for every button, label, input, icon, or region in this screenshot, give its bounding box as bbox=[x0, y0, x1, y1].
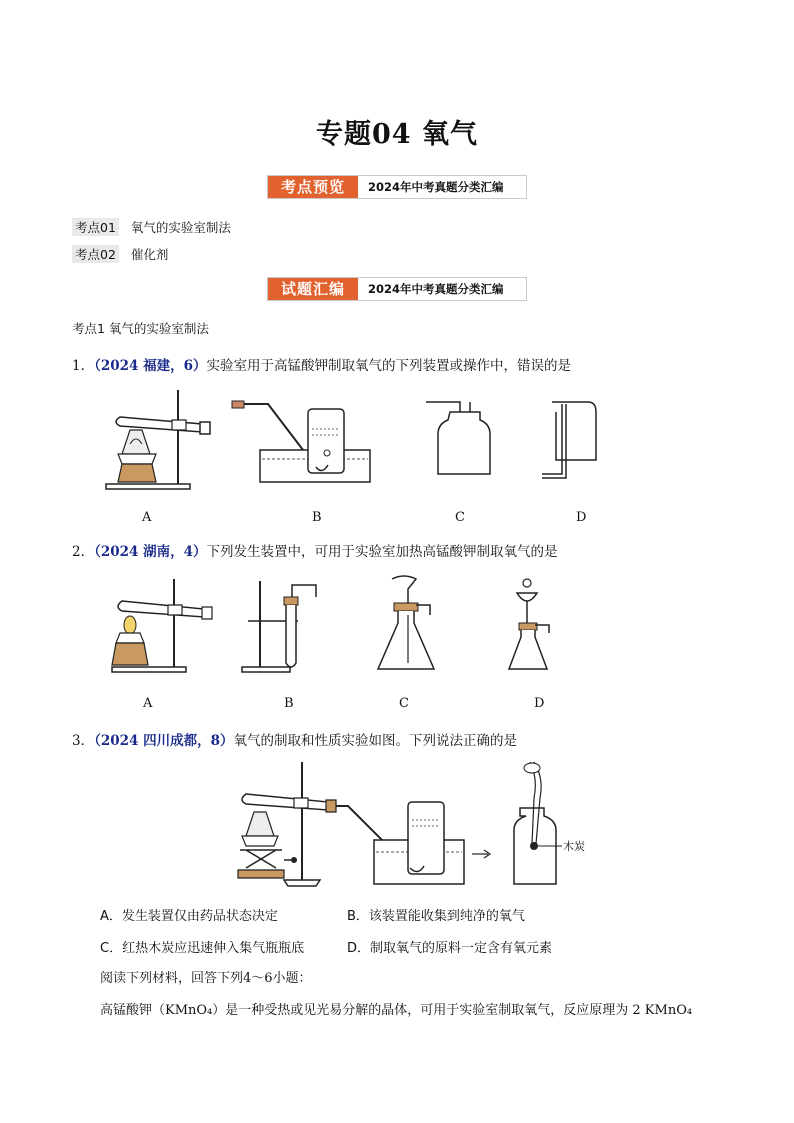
q2-apparatus-d bbox=[505, 575, 565, 675]
question-number: 2． bbox=[72, 544, 95, 560]
q1-apparatus-d bbox=[540, 398, 600, 480]
banner-preview-sub: 2024年中考真题分类汇编 bbox=[368, 180, 504, 194]
point-text: 催化剂 bbox=[130, 247, 169, 262]
section-heading: 考点1 氧气的实验室制法 bbox=[72, 321, 209, 336]
banner-preview bbox=[267, 175, 527, 199]
question-number: 3． bbox=[72, 733, 95, 749]
reading-intro: 阅读下列材料，回答下列4～6小题： bbox=[100, 971, 312, 986]
question-number: 1． bbox=[72, 358, 95, 374]
banner-preview-label: 考点预览 bbox=[268, 176, 358, 198]
point-code: 考点01 bbox=[72, 218, 119, 236]
q3-option-c[interactable]: C．红热木炭应迅速伸入集气瓶瓶底 bbox=[100, 941, 305, 956]
q1-label-a: A bbox=[142, 510, 152, 525]
q1-apparatus-a bbox=[100, 382, 220, 492]
q3-option-a[interactable]: A．发生装置仅由药品状态决定 bbox=[100, 909, 278, 924]
question-1 bbox=[72, 354, 571, 374]
point-item-1[interactable] bbox=[72, 218, 231, 236]
question-text: 氧气的制取和性质实验如图。下列说法正确的是 bbox=[233, 733, 518, 749]
banner-questions-sub: 2024年中考真题分类汇编 bbox=[368, 282, 504, 296]
q2-apparatus-a bbox=[108, 575, 218, 675]
q1-apparatus-c bbox=[422, 398, 492, 478]
q1-label-d: D bbox=[576, 510, 587, 525]
question-3 bbox=[72, 729, 517, 749]
point-item-2[interactable] bbox=[72, 245, 168, 263]
q3-figure-label: 木炭 bbox=[563, 840, 585, 853]
question-text: 下列发生装置中，可用于实验室加热高锰酸钾制取氧气的是 bbox=[206, 544, 558, 560]
q2-apparatus-c bbox=[372, 575, 442, 675]
q2-label-c: C bbox=[399, 696, 409, 711]
banner-questions bbox=[267, 277, 527, 301]
question-2 bbox=[72, 540, 558, 560]
question-source: （2024 四川成都，8） bbox=[94, 733, 234, 749]
q3-option-d[interactable]: D．制取氧气的原料一定含有氧元素 bbox=[347, 941, 553, 956]
q3-apparatus bbox=[232, 758, 592, 890]
point-code: 考点02 bbox=[72, 245, 119, 263]
q2-apparatus-b bbox=[238, 575, 328, 675]
point-text: 氧气的实验室制法 bbox=[130, 220, 231, 235]
q1-label-c: C bbox=[455, 510, 465, 525]
question-source: （2024 湖南，4） bbox=[94, 544, 207, 560]
q1-label-b: B bbox=[312, 510, 322, 525]
reading-text: 高锰酸钾（KMnO₄）是一种受热或见光易分解的晶体，可用于实验室制取氧气，反应原理为 2 KMnO₄ bbox=[100, 1003, 693, 1018]
q2-label-a: A bbox=[143, 696, 153, 711]
question-text: 实验室用于高锰酸钾制取氧气的下列装置或操作中，错误的是 bbox=[206, 358, 572, 374]
banner-questions-label: 试题汇编 bbox=[268, 278, 358, 300]
q2-label-d: D bbox=[534, 696, 545, 711]
question-source: （2024 福建，6） bbox=[94, 358, 207, 374]
page-title: 专题04 氧气 bbox=[316, 119, 478, 150]
q1-apparatus-b bbox=[230, 395, 380, 485]
q3-option-b[interactable]: B．该装置能收集到纯净的氧气 bbox=[347, 909, 525, 924]
q2-label-b: B bbox=[284, 696, 294, 711]
